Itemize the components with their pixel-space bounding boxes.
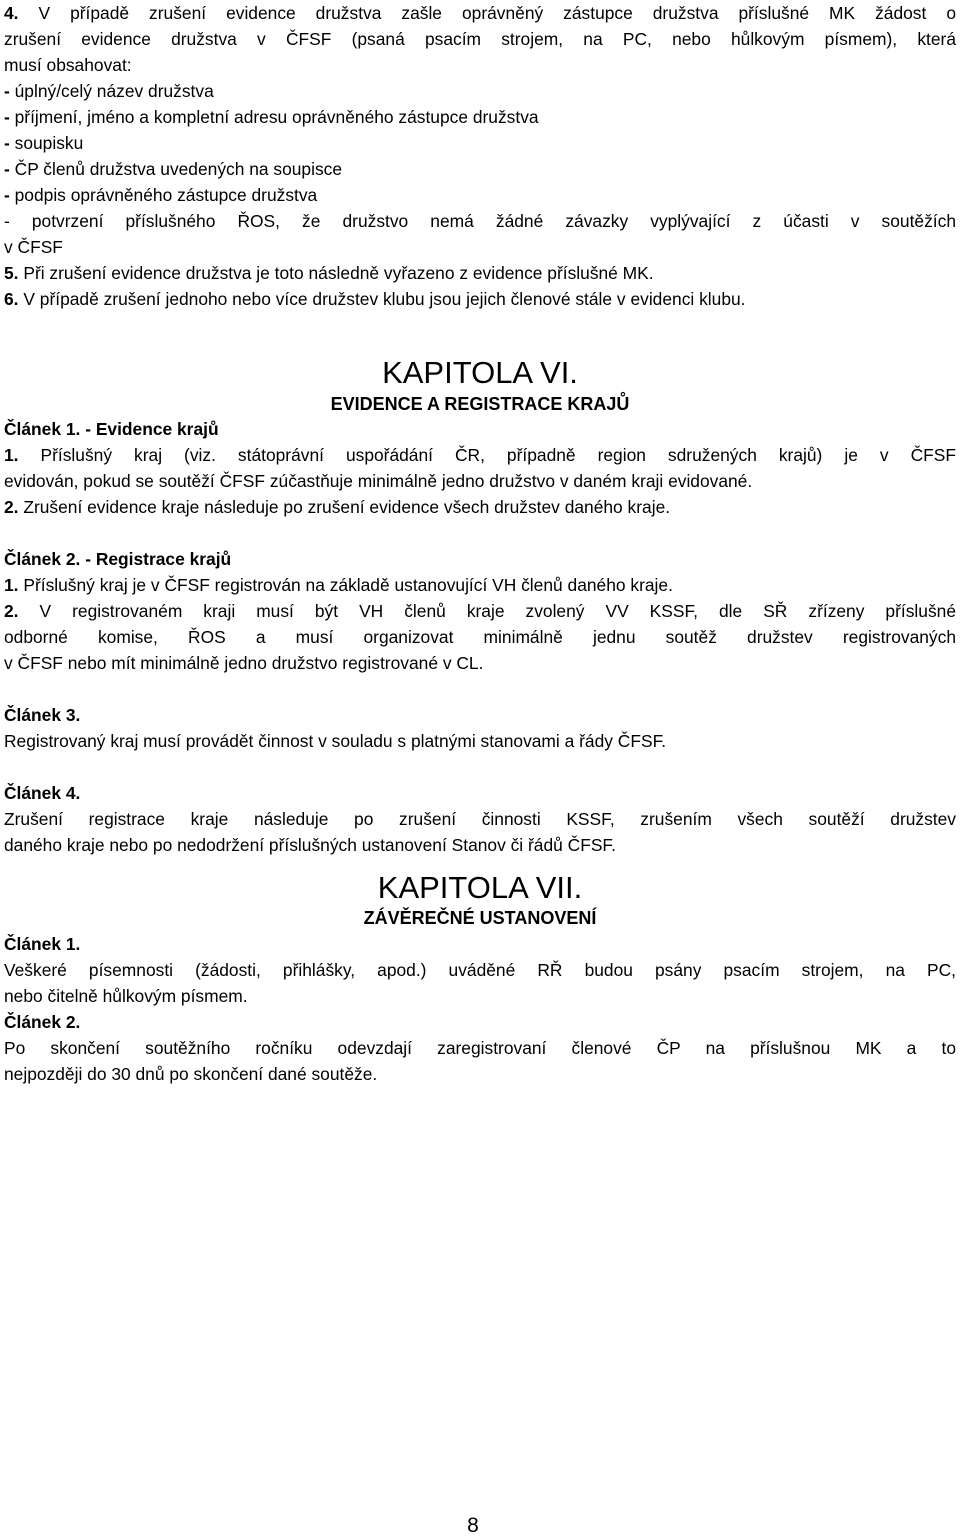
list-item: - ČP členů družstva uvedených na soupisce — [4, 159, 343, 179]
article-1-line-2: nebo čitelně hůlkovým písmem. — [4, 986, 248, 1006]
article-1-paragraph-2: 2. Zrušení evidence kraje následuje po zrušení evidence všech družstev daného kraje. — [4, 497, 671, 517]
article-4-line-1: Zrušení registrace kraje následuje po zrušení činnosti KSSF, zrušením všech soutěží družstev — [4, 809, 956, 829]
paragraph-6: 6. V případě zrušení jednoho nebo více družstev klubu jsou jejich členové stále v evidenci klubu. — [4, 289, 746, 309]
article-2-paragraph-2-line-1: 2. V registrovaném kraji musí být VH členů kraje zvolený VV KSSF, dle SŘ zřízeny příslušné — [4, 601, 956, 621]
article-2-paragraph-2-line-2: odborné komise, ŘOS a musí organizovat minimálně jednu soutěž družstev registrovaných — [4, 627, 956, 647]
chapter-6-subtitle: EVIDENCE A REGISTRACE KRAJŮ — [330, 394, 630, 414]
paragraph-4-line-1: 4. V případě zrušení evidence družstva zašle oprávněný zástupce družstva příslušné MK žádost o — [4, 3, 956, 23]
article-2-heading: Článek 2. — [4, 1012, 81, 1032]
article-2-line-1: Po skončení soutěžního ročníku odevzdají zaregistrovaní členové ČP na příslušnou MK a to — [4, 1038, 956, 1058]
section-previous-chapter — [4, 0, 956, 312]
list-item: - podpis oprávněného zástupce družstva — [4, 185, 318, 205]
chapter-7-title: KAPITOLA VII. — [377, 870, 583, 905]
article-1-paragraph-1-line-2: evidován, pokud se soutěží ČFSF zúčastňuje minimálně jedno družstvo v daném kraji evidované. — [4, 471, 753, 491]
paragraph-5: 5. Při zrušení evidence družstva je toto následně vyřazeno z evidence příslušné MK. — [4, 263, 654, 283]
list-item-last-line-2: v ČFSF — [4, 237, 63, 257]
article-2-line-2: nejpozději do 30 dnů po skončení dané soutěže. — [4, 1064, 378, 1084]
article-1-heading: Článek 1. — [4, 934, 81, 954]
list-item-last-line-1: - potvrzení příslušného ŘOS, že družstvo nemá žádné závazky vyplývající z účasti v soutěžích — [4, 211, 956, 231]
paragraph-4-line-2: zrušení evidence družstva v ČFSF (psaná psacím strojem, na PC, nebo hůlkovým písmem), která — [4, 29, 956, 49]
article-4-heading: Článek 4. — [4, 783, 81, 803]
list-item: - úplný/celý název družstva — [4, 81, 214, 101]
chapter-6-title: KAPITOLA VI. — [382, 355, 578, 390]
article-1-line-1: Veškeré písemnosti (žádosti, přihlášky, apod.) uváděné RŘ budou psány psacím strojem, na PC, — [4, 960, 956, 980]
article-2-heading: Článek 2. - Registrace krajů — [4, 549, 232, 569]
article-1-paragraph-1-line-1: 1. Příslušný kraj (viz. státoprávní uspořádání ČR, případně region sdružených krajů) je v ČFSF — [4, 445, 956, 465]
article-2-paragraph-2-line-3: v ČFSF nebo mít minimálně jedno družstvo registrované v CL. — [4, 653, 484, 673]
chapter-6-body — [4, 416, 956, 858]
page-number: 8 — [467, 1514, 479, 1537]
chapter-7-subtitle: ZÁVĚREČNÉ USTANOVENÍ — [363, 908, 597, 928]
article-3-heading: Článek 3. — [4, 705, 81, 725]
list-item: - příjmení, jméno a kompletní adresu oprávněného zástupce družstva — [4, 107, 539, 127]
article-1-heading: Článek 1. - Evidence krajů — [4, 419, 219, 439]
article-4-line-2: daného kraje nebo po nedodržení příslušných ustanovení Stanov či řádů ČFSF. — [4, 835, 616, 855]
article-2-paragraph-1: 1. Příslušný kraj je v ČFSF registrován na základě ustanovující VH členů daného kraje. — [4, 575, 673, 595]
chapter-7-body — [4, 931, 956, 1087]
article-3-text: Registrovaný kraj musí provádět činnost v souladu s platnými stanovami a řády ČFSF. — [4, 731, 667, 751]
list-item: - soupisku — [4, 133, 84, 153]
paragraph-4-line-3: musí obsahovat: — [4, 55, 132, 75]
